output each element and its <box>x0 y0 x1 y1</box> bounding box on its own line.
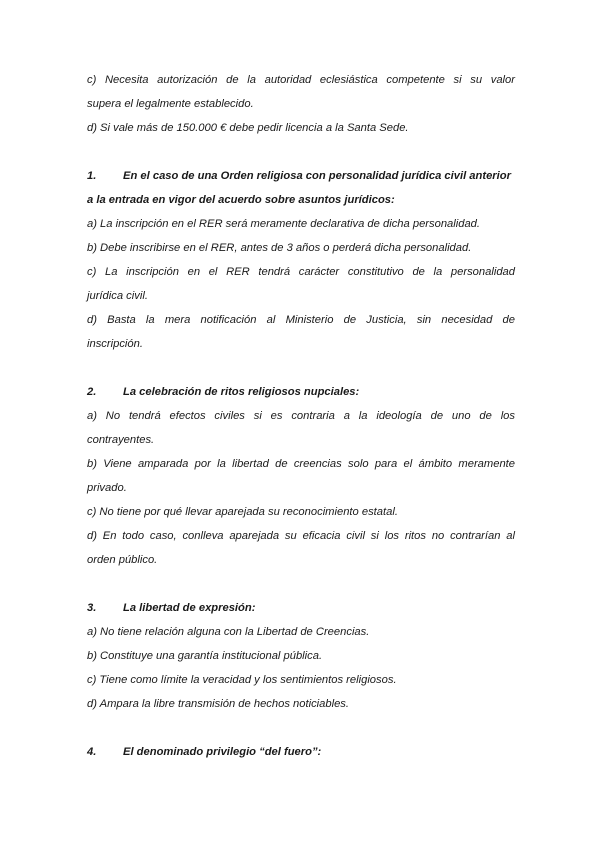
question-2-option-b-line2: privado. <box>87 482 127 494</box>
prev-option-d: d) Si vale más de 150.000 € debe pedir licencia a la Santa Sede. <box>87 122 409 134</box>
question-2-option-a-line1: a) No tendrá efectos civiles si es contraria a la ideología de uno de los <box>87 410 515 422</box>
question-2-number: 2. <box>87 386 97 398</box>
question-1-title-line2: a la entrada en vigor del acuerdo sobre asuntos jurídicos: <box>87 194 395 206</box>
question-4-title: El denominado privilegio “del fuero”: <box>123 746 322 758</box>
question-1-option-c-line1: c) La inscripción en el RER tendrá carácter constitutivo de la personalidad <box>87 266 515 278</box>
question-1-option-a: a) La inscripción en el RER será meramente declarativa de dicha personalidad. <box>87 218 481 230</box>
question-3-title: La libertad de expresión: <box>123 602 256 614</box>
prev-option-c-line2: supera el legalmente establecido. <box>87 98 254 110</box>
question-1-title-line1: En el caso de una Orden religiosa con personalidad jurídica civil anterior <box>123 170 511 182</box>
question-2-option-a-line2: contrayentes. <box>87 434 155 446</box>
question-1-option-b: b) Debe inscribirse en el RER, antes de 3 años o perderá dicha personalidad. <box>87 242 472 254</box>
question-2-option-c: c) No tiene por qué llevar aparejada su reconocimiento estatal. <box>87 506 398 518</box>
question-3-number: 3. <box>87 602 97 614</box>
question-1-number: 1. <box>87 170 97 182</box>
question-4-number: 4. <box>87 746 97 758</box>
question-2-option-d-line2: orden público. <box>87 554 158 566</box>
question-1-option-d-line1: d) Basta la mera notificación al Ministerio de Justicia, sin necesidad de <box>87 314 515 326</box>
question-1-option-c-line2: jurídica civil. <box>87 290 148 302</box>
question-2-option-b-line1: b) Viene amparada por la libertad de creencias solo para el ámbito meramente <box>87 458 515 470</box>
question-2-title: La celebración de ritos religiosos nupciales: <box>123 386 360 398</box>
question-2-option-d-line1: d) En todo caso, conlleva aparejada su eficacia civil si los ritos no contrarían al <box>87 530 515 542</box>
question-3-option-d: d) Ampara la libre transmisión de hechos noticiables. <box>87 698 349 710</box>
question-1-option-d-line2: inscripción. <box>87 338 143 350</box>
prev-option-c-line1: c) Necesita autorización de la autoridad eclesiástica competente si su valor <box>87 74 515 86</box>
question-3-option-c: c) Tiene como límite la veracidad y los sentimientos religiosos. <box>87 674 397 686</box>
question-3-option-a: a) No tiene relación alguna con la Libertad de Creencias. <box>87 626 370 638</box>
question-3-option-b: b) Constituye una garantía institucional pública. <box>87 650 323 662</box>
